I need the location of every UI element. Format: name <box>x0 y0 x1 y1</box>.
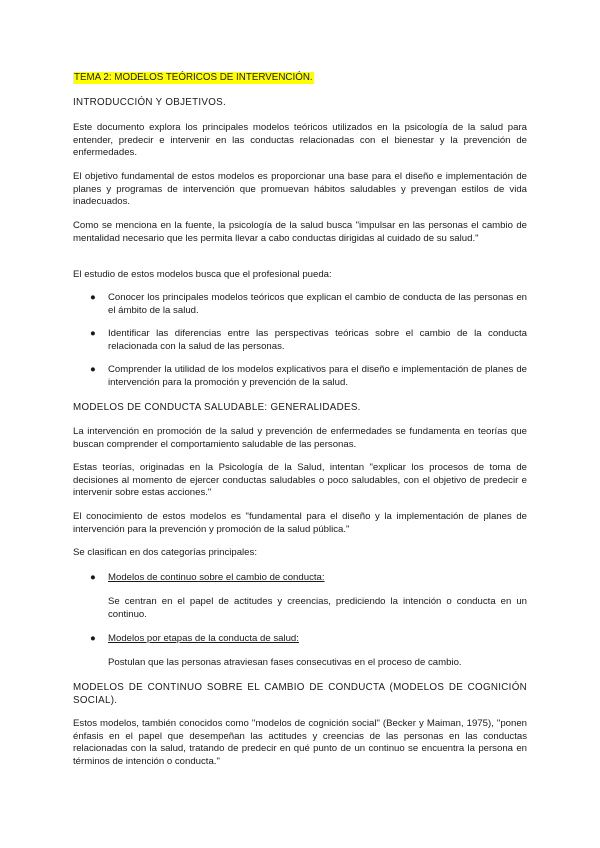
bullet-icon: ● <box>90 633 96 644</box>
objective-text: Identificar las diferencias entre las perspectivas teóricas sobre el cambio de la conducta relacionada con la salud de las personas. <box>108 328 527 352</box>
category-description: Se centran en el papel de actitudes y creencias, prediciendo la intención o conducta en un continuo. <box>108 596 527 620</box>
bullet-icon: ● <box>90 572 96 583</box>
objective-text: Comprender la utilidad de los modelos explicativos para el diseño e implementación de planes de intervención para la promoción y prevención de la salud. <box>108 364 527 388</box>
paragraph-gen-3: El conocimiento de estos modelos es "fundamental para el diseño y la implementación de planes de intervención para la prevención y promoción de la salud pública." <box>73 511 527 535</box>
bullet-icon: ● <box>90 364 96 375</box>
paragraph-gen-2: Estas teorías, originadas en la Psicología de la Salud, intentan "explicar los procesos de toma de decisiones al momento de ejercer conductas saludables o poco saludables, con el objetivo de predecir e intervenir sobre estas acciones." <box>73 462 527 499</box>
paragraph-intro-1: Este documento explora los principales modelos teóricos utilizados en la psicología de la salud para entender, predecir e intervenir en las conductas relacionadas con el bienestar y la prevención de enfermedades. <box>73 122 527 159</box>
objective-text: Conocer los principales modelos teóricos que explican el cambio de conducta de las personas en el ámbito de la salud. <box>108 292 527 316</box>
category-title: Modelos de continuo sobre el cambio de conducta: <box>108 572 325 583</box>
paragraph-intro-4: El estudio de estos modelos busca que el profesional pueda: <box>73 269 332 280</box>
page-title: TEMA 2: MODELOS TEÓRICOS DE INTERVENCIÓN. <box>74 72 313 83</box>
category-description: Postulan que las personas atraviesan fases consecutivas en el proceso de cambio. <box>108 657 462 668</box>
section-heading-intro: INTRODUCCIÓN Y OBJETIVOS. <box>73 97 227 108</box>
paragraph-gen-4: Se clasifican en dos categorías principales: <box>73 547 257 558</box>
paragraph-intro-3: Como se menciona en la fuente, la psicología de la salud busca "impulsar en las personas el cambio de mentalidad necesario que les permita llevar a cabo conductas dirigidas al cuidado de su salud." <box>73 220 527 244</box>
bullet-icon: ● <box>90 292 96 303</box>
section-heading-continuo: MODELOS DE CONTINUO SOBRE EL CAMBIO DE CONDUCTA (MODELOS DE COGNICIÓN SOCIAL). <box>73 682 527 706</box>
paragraph-continuo-1: Estos modelos, también conocidos como "modelos de cognición social" (Becker y Maiman, 1975), "ponen énfasis en el papel que desempeñan las actitudes y creencias de las personas en las conductas relacionadas con la salud, tratando de predecir en qué punto de un continuo se encuentra la persona en términos de intención o conducta." <box>73 718 527 767</box>
section-heading-generalidades: MODELOS DE CONDUCTA SALUDABLE: GENERALIDADES. <box>73 402 361 413</box>
bullet-icon: ● <box>90 328 96 339</box>
paragraph-intro-2: El objetivo fundamental de estos modelos es proporcionar una base para el diseño e implementación de planes y programas de intervención que promuevan hábitos saludables y prevengan estilos de vida inadecuados. <box>73 171 527 208</box>
paragraph-gen-1: La intervención en promoción de la salud y prevención de enfermedades se fundamenta en teorías que buscan comprender el comportamiento saludable de las personas. <box>73 426 527 450</box>
category-title: Modelos por etapas de la conducta de salud: <box>108 633 299 644</box>
